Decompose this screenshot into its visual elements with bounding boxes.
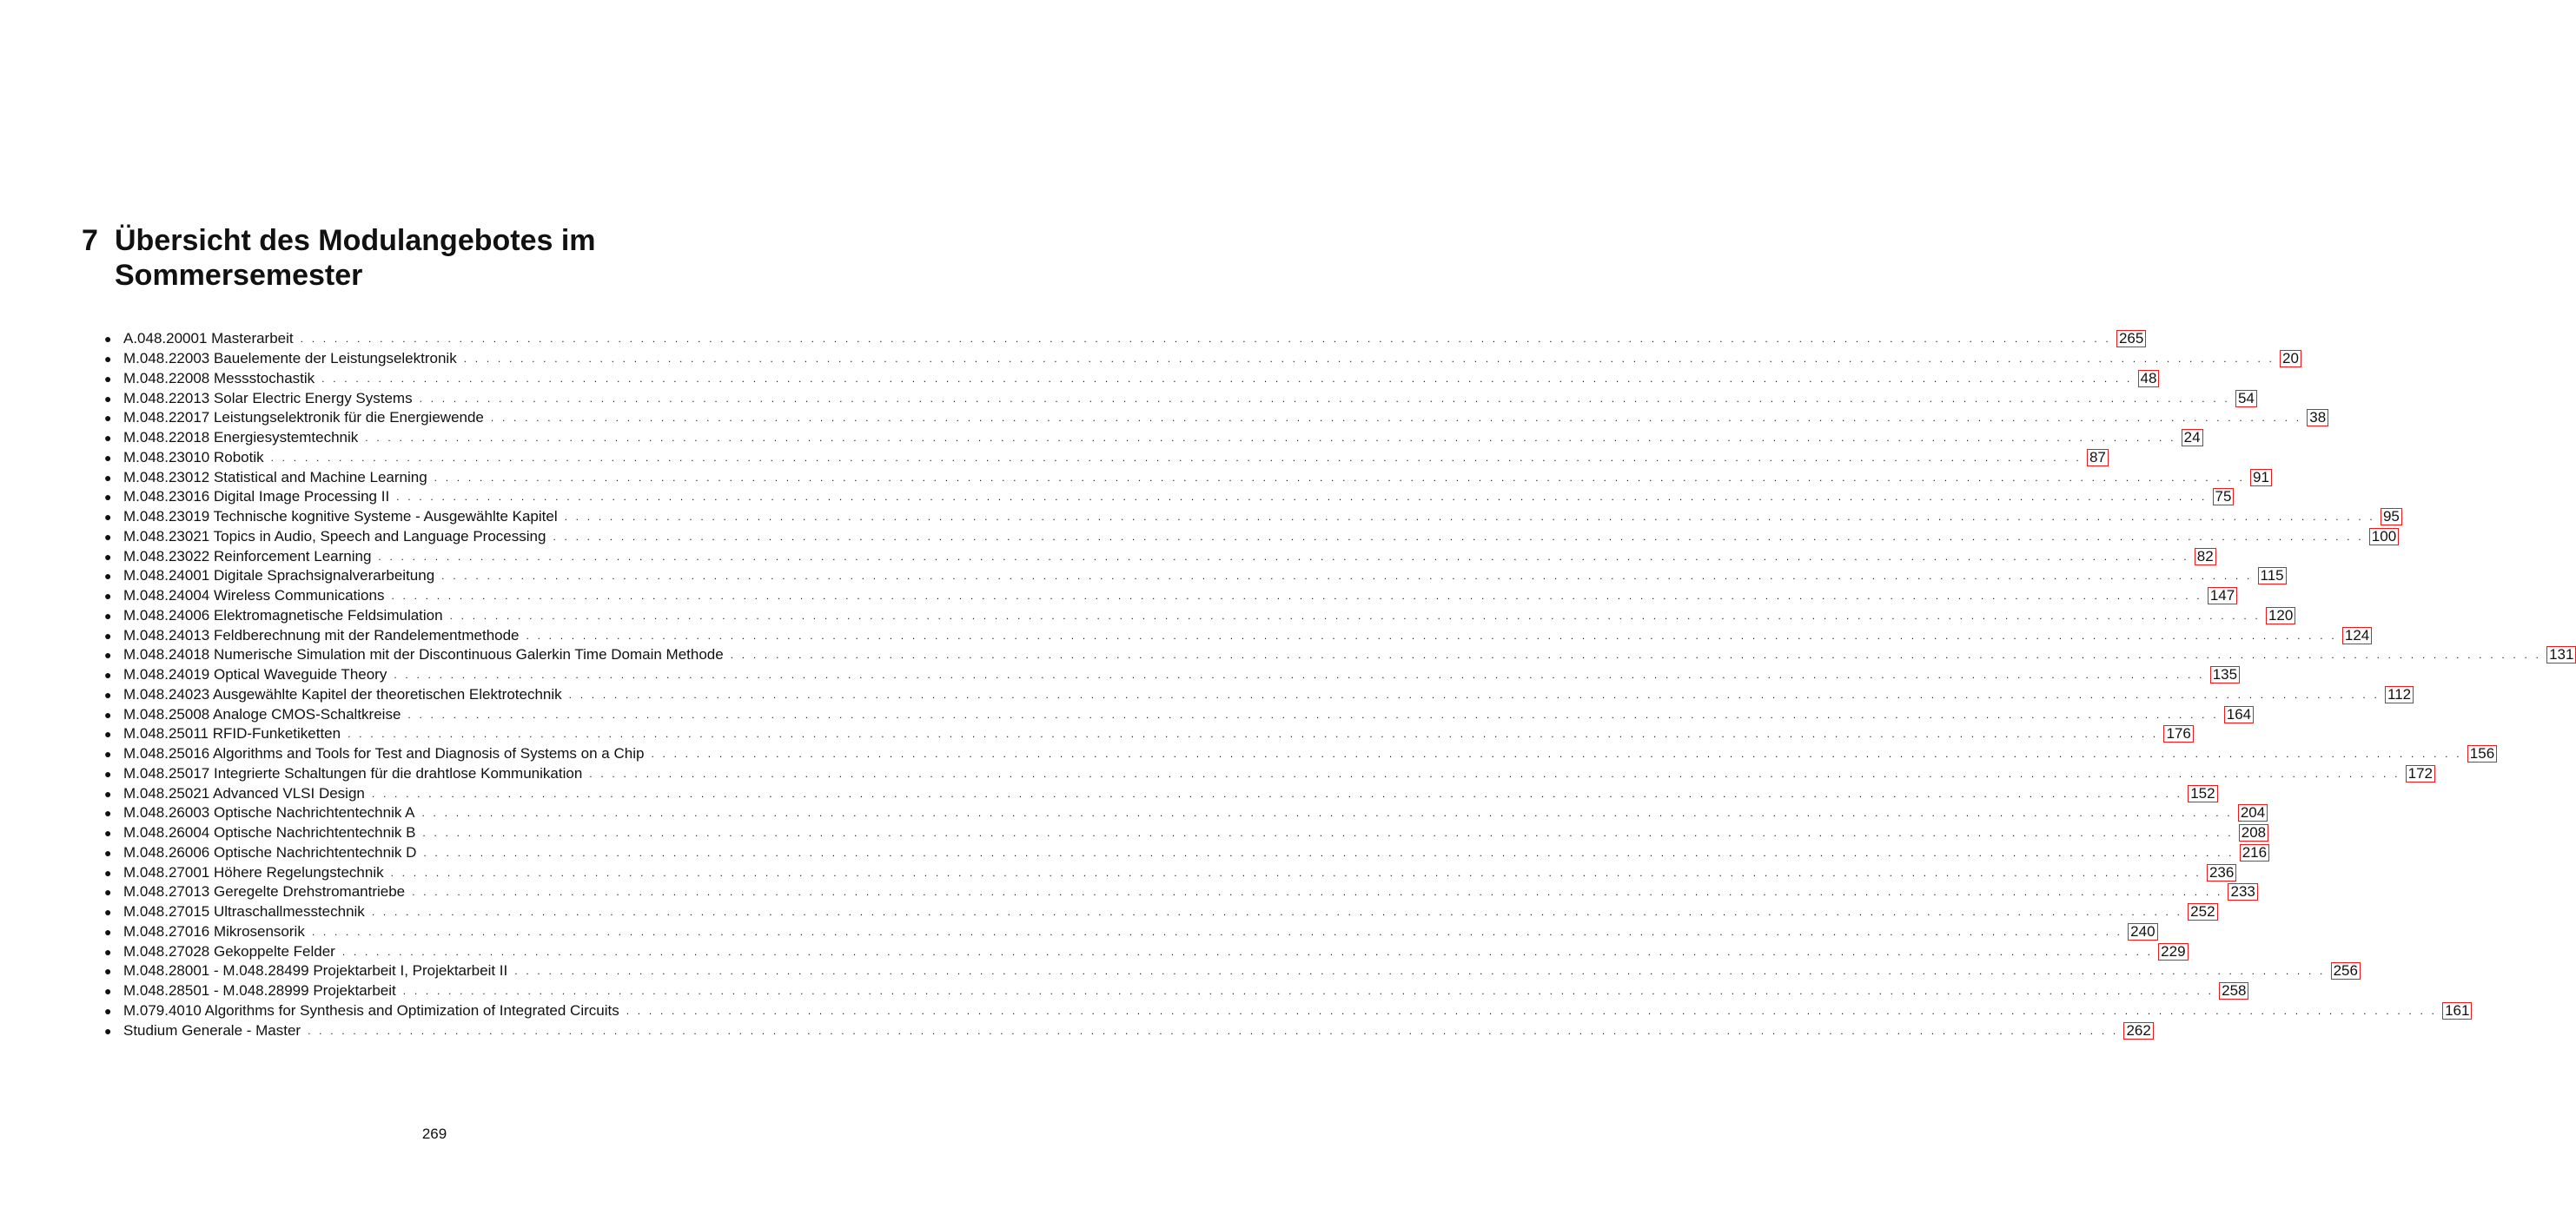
toc-entry xyxy=(104,1001,2470,1021)
toc-entry xyxy=(104,606,2294,626)
dot-leader: . . . . . . . . . . . . . . . . . . . . . . . . . . . . . . . . . . . . . . . . . . . . . . . . . . . . . . . . . . . . . . . . . . . . . . . . . . . . . . . . . . . . . . . . . . . . . . . . . . . . . . . . . . . . . . . . . . . . . . . . . . . . . . . . . . . . . . . . . . . . . . . . . . . . . . . . . . . . . . . . xyxy=(300,333,2111,346)
toc-page-link[interactable]: 95 xyxy=(2381,508,2402,525)
toc-page-link[interactable]: 115 xyxy=(2258,567,2287,584)
toc-entry-title: M.048.24006 Elektromagnetische Feldsimulation xyxy=(123,606,443,624)
toc-entry-title: M.048.24001 Digitale Sprachsignalverarbeitung xyxy=(123,567,435,584)
toc-entry xyxy=(104,586,2235,606)
toc-entry xyxy=(104,981,2247,1001)
toc-entry xyxy=(104,645,2574,665)
dot-leader: . . . . . . . . . . . . . . . . . . . . . . . . . . . . . . . . . . . . . . . . . . . . . . . . . . . . . . . . . . . . . . . . . . . . . . . . . . . . . . . . . . . . . . . . . . . . . . . . . . . . . . . . . . . . . . . . . . . . . . . . . . . . . . . . . . . . . . . . . . . . . . . . . . . . . . . . . . . . . . . . xyxy=(626,1004,2438,1017)
toc-page-link[interactable]: 112 xyxy=(2385,686,2414,703)
toc-page-link[interactable]: 75 xyxy=(2213,488,2235,505)
toc-entry-title: M.048.23016 Digital Image Processing II xyxy=(123,488,390,505)
toc-page-link[interactable]: 82 xyxy=(2195,548,2216,565)
toc-page-link[interactable]: 229 xyxy=(2158,943,2188,961)
toc-entry-title: M.048.25008 Analoge CMOS-Schaltkreise xyxy=(123,705,401,723)
toc-page-link[interactable]: 258 xyxy=(2219,982,2248,1000)
bullet-icon: ● xyxy=(104,431,112,446)
toc-entry-title: M.048.24023 Ausgewählte Kapitel der theoretischen Elektrotechnik xyxy=(123,685,562,703)
bullet-icon: ● xyxy=(104,529,112,544)
dot-leader: . . . . . . . . . . . . . . . . . . . . . . . . . . . . . . . . . . . . . . . . . . . . . . . . . . . . . . . . . . . . . . . . . . . . . . . . . . . . . . . . . . . . . . . . . . . . . . . . . . . . . . . . . . . . . . . . . . . . . . . . . . . . . . . . . . . . . . . . . . . . . . . . . . . . . . . . . . . . . . . . xyxy=(441,570,2253,583)
toc-entry-title: M.048.23010 Robotik xyxy=(123,448,264,465)
dot-leader: . . . . . . . . . . . . . . . . . . . . . . . . . . . . . . . . . . . . . . . . . . . . . . . . . . . . . . . . . . . . . . . . . . . . . . . . . . . . . . . . . . . . . . . . . . . . . . . . . . . . . . . . . . . . . . . . . . . . . . . . . . . . . . . . . . . . . . . . . . . . . . . . . . . . . . . . . . . . . . . . xyxy=(378,550,2189,563)
bullet-icon: ● xyxy=(104,549,112,564)
toc-entry xyxy=(104,685,2412,705)
bullet-icon: ● xyxy=(104,1003,112,1018)
toc-page-link[interactable]: 164 xyxy=(2224,706,2254,723)
dot-leader: . . . . . . . . . . . . . . . . . . . . . . . . . . . . . . . . . . . . . . . . . . . . . . . . . . . . . . . . . . . . . . . . . . . . . . . . . . . . . . . . . . . . . . . . . . . . . . . . . . . . . . . . . . . . . . . . . . . . . . . . . . . . . . . . . . . . . . . . . . . . . . . . . . . . . . . . . . . . . . . . xyxy=(394,669,2205,682)
toc-entry-title: A.048.20001 Masterarbeit xyxy=(123,330,294,347)
toc-entry-title: M.048.22003 Bauelemente der Leistungselektronik xyxy=(123,350,457,367)
page-number: 269 xyxy=(421,1126,447,1142)
toc-entry xyxy=(104,941,2186,961)
dot-leader: . . . . . . . . . . . . . . . . . . . . . . . . . . . . . . . . . . . . . . . . . . . . . . . . . . . . . . . . . . . . . . . . . . . . . . . . . . . . . . . . . . . . . . . . . . . . . . . . . . . . . . . . . . . . . . . . . . . . . . . . . . . . . . . . . . . . . . . . . . . . . . . . . . . . . . . . . . . . . . . . xyxy=(390,866,2202,879)
toc-page-link[interactable]: 54 xyxy=(2235,390,2257,407)
dot-leader: . . . . . . . . . . . . . . . . . . . . . . . . . . . . . . . . . . . . . . . . . . . . . . . . . . . . . . . . . . . . . . . . . . . . . . . . . . . . . . . . . . . . . . . . . . . . . . . . . . . . . . . . . . . . . . . . . . . . . . . . . . . . . . . . . . . . . . . . . . . . . . . . . . . . . . . . . . . . . . . . xyxy=(463,353,2275,366)
toc-entry xyxy=(104,527,2397,547)
bullet-icon: ● xyxy=(104,608,112,623)
toc-entry-title: M.048.26004 Optische Nachrichtentechnik B xyxy=(123,824,416,842)
toc-page-link[interactable]: 38 xyxy=(2307,409,2328,426)
toc-page-link[interactable]: 256 xyxy=(2331,962,2361,980)
bullet-icon: ● xyxy=(104,845,112,860)
dot-leader: . . . . . . . . . . . . . . . . . . . . . . . . . . . . . . . . . . . . . . . . . . . . . . . . . . . . . . . . . . . . . . . . . . . . . . . . . . . . . . . . . . . . . . . . . . . . . . . . . . . . . . . . . . . . . . . . . . . . . . . . . . . . . . . . . . . . . . . . . . . . . . . . . . . . . . . . . . . . . . . . xyxy=(449,609,2261,622)
toc-entry xyxy=(104,349,2299,369)
dot-leader: . . . . . . . . . . . . . . . . . . . . . . . . . . . . . . . . . . . . . . . . . . . . . . . . . . . . . . . . . . . . . . . . . . . . . . . . . . . . . . . . . . . . . . . . . . . . . . . . . . . . . . . . . . . . . . . . . . . . . . . . . . . . . . . . . . . . . . . . . . . . . . . . . . . . . . . . . . . . . . . . xyxy=(371,906,2183,919)
toc-entry xyxy=(104,704,2252,724)
toc-entry xyxy=(104,823,2267,843)
toc-entry xyxy=(104,882,2255,902)
bullet-icon: ● xyxy=(104,826,112,841)
bullet-icon: ● xyxy=(104,628,112,643)
toc-entry-title: M.048.22018 Energiesystemtechnik xyxy=(123,429,359,446)
toc-entry xyxy=(104,902,2215,922)
toc-page-link[interactable]: 48 xyxy=(2138,370,2160,387)
dot-leader: . . . . . . . . . . . . . . . . . . . . . . . . . . . . . . . . . . . . . . . . . . . . . . . . . . . . . . . . . . . . . . . . . . . . . . . . . . . . . . . . . . . . . . . . . . . . . . . . . . . . . . . . . . . . . . . . . . . . . . . . . . . . . . . . . . . . . . . . . . . . . . . . . . . . . . . . . . . . . . . . xyxy=(526,629,2337,642)
bullet-icon: ● xyxy=(104,747,112,762)
bullet-icon: ● xyxy=(104,332,112,347)
bullet-icon: ● xyxy=(104,352,112,366)
toc-entry xyxy=(104,783,2215,803)
toc-entry-title: M.048.25017 Integrierte Schaltungen für die drahtlose Kommunikation xyxy=(123,764,583,782)
toc-page-link[interactable]: 216 xyxy=(2240,844,2269,862)
dot-leader: . . . . . . . . . . . . . . . . . . . . . . . . . . . . . . . . . . . . . . . . . . . . . . . . . . . . . . . . . . . . . . . . . . . . . . . . . . . . . . . . . . . . . . . . . . . . . . . . . . . . . . . . . . . . . . . . . . . . . . . . . . . . . . . . . . . . . . . . . . . . . . . . . . . . . . . . . . . . . . . . xyxy=(308,1024,2119,1037)
dot-leader: . . . . . . . . . . . . . . . . . . . . . . . . . . . . . . . . . . . . . . . . . . . . . . . . . . . . . . . . . . . . . . . . . . . . . . . . . . . . . . . . . . . . . . . . . . . . . . . . . . . . . . . . . . . . . . . . . . . . . . . . . . . . . . . . . . . . . . . . . . . . . . . . . . . . . . . . . . . . . . . . xyxy=(311,925,2123,938)
toc-entry xyxy=(104,764,2433,784)
toc-page-link[interactable]: 135 xyxy=(2210,666,2240,683)
chapter-title: Übersicht des Modulangebotes im Sommersemester xyxy=(115,224,596,292)
toc-entry xyxy=(104,369,2157,389)
toc-page-link[interactable]: 208 xyxy=(2239,824,2268,842)
toc-page-link[interactable]: 120 xyxy=(2266,607,2295,624)
toc-entry xyxy=(104,388,2255,408)
toc-entry-title: M.048.24018 Numerische Simulation mit der Discontinuous Galerkin Time Domain Methode xyxy=(123,646,724,664)
dot-leader: . . . . . . . . . . . . . . . . . . . . . . . . . . . . . . . . . . . . . . . . . . . . . . . . . . . . . . . . . . . . . . . . . . . . . . . . . . . . . . . . . . . . . . . . . . . . . . . . . . . . . . . . . . . . . . . . . . . . . . . . . . . . . . . . . . . . . . . . . . . . . . . . . . . . . . . . . . . . . . . . xyxy=(421,807,2233,820)
dot-leader: . . . . . . . . . . . . . . . . . . . . . . . . . . . . . . . . . . . . . . . . . . . . . . . . . . . . . . . . . . . . . . . . . . . . . . . . . . . . . . . . . . . . . . . . . . . . . . . . . . . . . . . . . . . . . . . . . . . . . . . . . . . . . . . . . . . . . . . . . . . . . . . . . . . . . . . . . . . . . . . . xyxy=(396,491,2208,504)
dot-leader: . . . . . . . . . . . . . . . . . . . . . . . . . . . . . . . . . . . . . . . . . . . . . . . . . . . . . . . . . . . . . . . . . . . . . . . . . . . . . . . . . . . . . . . . . . . . . . . . . . . . . . . . . . . . . . . . . . . . . . . . . . . . . . . . . . . . . . . . . . . . . . . . . . . . . . . . . . . . . . . . xyxy=(412,886,2223,899)
dot-leader: . . . . . . . . . . . . . . . . . . . . . . . . . . . . . . . . . . . . . . . . . . . . . . . . . . . . . . . . . . . . . . . . . . . . . . . . . . . . . . . . . . . . . . . . . . . . . . . . . . . . . . . . . . . . . . . . . . . . . . . . . . . . . . . . . . . . . . . . . . . . . . . . . . . . . . . . . . . . . . . . xyxy=(730,649,2542,662)
toc-entry xyxy=(104,329,2144,349)
toc-page-link[interactable]: 100 xyxy=(2369,528,2399,545)
toc-entry-title: M.048.24013 Feldberechnung mit der Randelementmethode xyxy=(123,626,520,644)
toc-entry xyxy=(104,428,2201,448)
toc-page-link[interactable]: 87 xyxy=(2087,449,2109,466)
toc-entry-title: M.048.23021 Topics in Audio, Speech and Language Processing xyxy=(123,527,546,545)
toc-entry xyxy=(104,1020,2151,1040)
dot-leader: . . . . . . . . . . . . . . . . . . . . . . . . . . . . . . . . . . . . . . . . . . . . . . . . . . . . . . . . . . . . . . . . . . . . . . . . . . . . . . . . . . . . . . . . . . . . . . . . . . . . . . . . . . . . . . . . . . . . . . . . . . . . . . . . . . . . . . . . . . . . . . . . . . . . . . . . . . . . . . . . xyxy=(589,767,2401,780)
bullet-icon: ● xyxy=(104,450,112,465)
toc-page-link[interactable]: 91 xyxy=(2250,469,2272,486)
toc-entry-title: M.048.28501 - M.048.28999 Projektarbeit xyxy=(123,982,396,1000)
bullet-icon: ● xyxy=(104,865,112,880)
toc-entry xyxy=(104,862,2235,882)
bullet-icon: ● xyxy=(104,727,112,742)
toc-entry-title: M.048.23012 Statistical and Machine Learning xyxy=(123,468,427,485)
toc-page-link[interactable]: 252 xyxy=(2188,903,2217,921)
dot-leader: . . . . . . . . . . . . . . . . . . . . . . . . . . . . . . . . . . . . . . . . . . . . . . . . . . . . . . . . . . . . . . . . . . . . . . . . . . . . . . . . . . . . . . . . . . . . . . . . . . . . . . . . . . . . . . . . . . . . . . . . . . . . . . . . . . . . . . . . . . . . . . . . . . . . . . . . . . . . . . . . xyxy=(348,728,2159,741)
dot-leader: . . . . . . . . . . . . . . . . . . . . . . . . . . . . . . . . . . . . . . . . . . . . . . . . . . . . . . . . . . . . . . . . . . . . . . . . . . . . . . . . . . . . . . . . . . . . . . . . . . . . . . . . . . . . . . . . . . . . . . . . . . . . . . . . . . . . . . . . . . . . . . . . . . . . . . . . . . . . . . . . xyxy=(365,432,2176,445)
toc-entry-title: M.048.26006 Optische Nachrichtentechnik D xyxy=(123,843,417,861)
toc-entry-title: M.048.25021 Advanced VLSI Design xyxy=(123,784,365,802)
toc-entry-title: M.048.22008 Messstochastik xyxy=(123,369,315,386)
toc-entry-title: M.048.27001 Höhere Regelungstechnik xyxy=(123,863,384,881)
dot-leader: . . . . . . . . . . . . . . . . . . . . . . . . . . . . . . . . . . . . . . . . . . . . . . . . . . . . . . . . . . . . . . . . . . . . . . . . . . . . . . . . . . . . . . . . . . . . . . . . . . . . . . . . . . . . . . . . . . . . . . . . . . . . . . . . . . . . . . . . . . . . . . . . . . . . . . . . . . . . . . . . xyxy=(422,827,2234,840)
bullet-icon: ● xyxy=(104,707,112,722)
toc-page-link[interactable]: 240 xyxy=(2128,923,2157,941)
toc-page-link[interactable]: 147 xyxy=(2208,587,2237,604)
dot-leader: . . . . . . . . . . . . . . . . . . . . . . . . . . . . . . . . . . . . . . . . . . . . . . . . . . . . . . . . . . . . . . . . . . . . . . . . . . . . . . . . . . . . . . . . . . . . . . . . . . . . . . . . . . . . . . . . . . . . . . . . . . . . . . . . . . . . . . . . . . . . . . . . . . . . . . . . . . . . . . . . xyxy=(391,590,2202,603)
chapter-number: 7 xyxy=(82,224,98,257)
bullet-icon: ● xyxy=(104,589,112,604)
bullet-icon: ● xyxy=(104,391,112,406)
bullet-icon: ● xyxy=(104,490,112,505)
bullet-icon: ● xyxy=(104,964,112,979)
dot-leader: . . . . . . . . . . . . . . . . . . . . . . . . . . . . . . . . . . . . . . . . . . . . . . . . . . . . . . . . . . . . . . . . . . . . . . . . . . . . . . . . . . . . . . . . . . . . . . . . . . . . . . . . . . . . . . . . . . . . . . . . . . . . . . . . . . . . . . . . . . . . . . . . . . . . . . . . . . . . . . . . xyxy=(553,530,2364,543)
dot-leader: . . . . . . . . . . . . . . . . . . . . . . . . . . . . . . . . . . . . . . . . . . . . . . . . . . . . . . . . . . . . . . . . . . . . . . . . . . . . . . . . . . . . . . . . . . . . . . . . . . . . . . . . . . . . . . . . . . . . . . . . . . . . . . . . . . . . . . . . . . . . . . . . . . . . . . . . . . . . . . . . xyxy=(568,688,2380,701)
bullet-icon: ● xyxy=(104,984,112,999)
toc-entry xyxy=(104,843,2268,863)
dot-leader: . . . . . . . . . . . . . . . . . . . . . . . . . . . . . . . . . . . . . . . . . . . . . . . . . . . . . . . . . . . . . . . . . . . . . . . . . . . . . . . . . . . . . . . . . . . . . . . . . . . . . . . . . . . . . . . . . . . . . . . . . . . . . . . . . . . . . . . . . . . . . . . . . . . . . . . . . . . . . . . . xyxy=(407,708,2219,721)
toc-entry xyxy=(104,546,2214,566)
dot-leader: . . . . . . . . . . . . . . . . . . . . . . . . . . . . . . . . . . . . . . . . . . . . . . . . . . . . . . . . . . . . . . . . . . . . . . . . . . . . . . . . . . . . . . . . . . . . . . . . . . . . . . . . . . . . . . . . . . . . . . . . . . . . . . . . . . . . . . . . . . . . . . . . . . . . . . . . . . . . . . . . xyxy=(321,372,2133,385)
bullet-icon: ● xyxy=(104,411,112,426)
dot-leader: . . . . . . . . . . . . . . . . . . . . . . . . . . . . . . . . . . . . . . . . . . . . . . . . . . . . . . . . . . . . . . . . . . . . . . . . . . . . . . . . . . . . . . . . . . . . . . . . . . . . . . . . . . . . . . . . . . . . . . . . . . . . . . . . . . . . . . . . . . . . . . . . . . . . . . . . . . . . . . . . xyxy=(490,412,2302,425)
toc-page-link[interactable]: 152 xyxy=(2188,785,2217,802)
toc-page-link[interactable]: 161 xyxy=(2442,1002,2472,1020)
toc-entry-title: M.048.23022 Reinforcement Learning xyxy=(123,547,372,564)
toc-page-link[interactable]: 204 xyxy=(2238,804,2268,822)
bullet-icon: ● xyxy=(104,371,112,386)
toc-entry-title: M.079.4010 Algorithms for Synthesis and Optimization of Integrated Circuits xyxy=(123,1001,619,1019)
dot-leader: . . . . . . . . . . . . . . . . . . . . . . . . . . . . . . . . . . . . . . . . . . . . . . . . . . . . . . . . . . . . . . . . . . . . . . . . . . . . . . . . . . . . . . . . . . . . . . . . . . . . . . . . . . . . . . . . . . . . . . . . . . . . . . . . . . . . . . . . . . . . . . . . . . . . . . . . . . . . . . . . xyxy=(423,846,2235,859)
dot-leader: . . . . . . . . . . . . . . . . . . . . . . . . . . . . . . . . . . . . . . . . . . . . . . . . . . . . . . . . . . . . . . . . . . . . . . . . . . . . . . . . . . . . . . . . . . . . . . . . . . . . . . . . . . . . . . . . . . . . . . . . . . . . . . . . . . . . . . . . . . . . . . . . . . . . . . . . . . . . . . . . xyxy=(651,748,2462,761)
toc-entry-title: M.048.24004 Wireless Communications xyxy=(123,587,385,604)
toc-entry-title: M.048.26003 Optische Nachrichtentechnik A xyxy=(123,804,415,822)
toc-entry xyxy=(104,507,2400,527)
module-list xyxy=(104,329,2574,1040)
toc-entry-title: M.048.27016 Mikrosensorik xyxy=(123,922,305,940)
toc-page-link[interactable]: 265 xyxy=(2116,330,2146,347)
bullet-icon: ● xyxy=(104,569,112,584)
toc-entry xyxy=(104,467,2269,487)
toc-page-link[interactable]: 172 xyxy=(2406,765,2435,782)
toc-entry-title: M.048.27015 Ultraschallmesstechnik xyxy=(123,903,365,921)
bullet-icon: ● xyxy=(104,470,112,485)
toc-entry-title: M.048.28001 - M.048.28499 Projektarbeit I, Projektarbeit II xyxy=(123,962,508,980)
dot-leader: . . . . . . . . . . . . . . . . . . . . . . . . . . . . . . . . . . . . . . . . . . . . . . . . . . . . . . . . . . . . . . . . . . . . . . . . . . . . . . . . . . . . . . . . . . . . . . . . . . . . . . . . . . . . . . . . . . . . . . . . . . . . . . . . . . . . . . . . . . . . . . . . . . . . . . . . . . . . . . . . xyxy=(402,985,2215,998)
toc-page-link[interactable]: 262 xyxy=(2123,1022,2153,1040)
toc-entry-title: Studium Generale - Master xyxy=(123,1021,301,1039)
toc-entry xyxy=(104,408,2327,428)
dot-leader: . . . . . . . . . . . . . . . . . . . . . . . . . . . . . . . . . . . . . . . . . . . . . . . . . . . . . . . . . . . . . . . . . . . . . . . . . . . . . . . . . . . . . . . . . . . . . . . . . . . . . . . . . . . . . . . . . . . . . . . . . . . . . . . . . . . . . . . . . . . . . . . . . . . . . . . . . . . . . . . . xyxy=(564,511,2375,524)
toc-page-link[interactable]: 156 xyxy=(2467,745,2497,763)
toc-page-link[interactable]: 233 xyxy=(2228,883,2257,901)
toc-entry-title: M.048.27028 Gekoppelte Felder xyxy=(123,942,335,960)
bullet-icon: ● xyxy=(104,1023,112,1038)
dot-leader: . . . . . . . . . . . . . . . . . . . . . . . . . . . . . . . . . . . . . . . . . . . . . . . . . . . . . . . . . . . . . . . . . . . . . . . . . . . . . . . . . . . . . . . . . . . . . . . . . . . . . . . . . . . . . . . . . . . . . . . . . . . . . . . . . . . . . . . . . . . . . . . . . . . . . . . . . . . . . . . . xyxy=(514,965,2326,978)
toc-page-link[interactable]: 176 xyxy=(2163,725,2193,743)
toc-page-link[interactable]: 20 xyxy=(2280,350,2301,367)
bullet-icon: ● xyxy=(104,668,112,683)
toc-entry-title: M.048.23019 Technische kognitive Systeme - Ausgewählte Kapitel xyxy=(123,508,558,525)
toc-entry xyxy=(104,724,2191,744)
toc-entry-title: M.048.25011 RFID-Funketiketten xyxy=(123,725,341,743)
bullet-icon: ● xyxy=(104,905,112,920)
bullet-icon: ● xyxy=(104,648,112,663)
bullet-icon: ● xyxy=(104,885,112,900)
toc-entry-title: M.048.25016 Algorithms and Tools for Test and Diagnosis of Systems on a Chip xyxy=(123,745,645,763)
toc-page-link[interactable]: 124 xyxy=(2342,627,2372,644)
dot-leader: . . . . . . . . . . . . . . . . . . . . . . . . . . . . . . . . . . . . . . . . . . . . . . . . . . . . . . . . . . . . . . . . . . . . . . . . . . . . . . . . . . . . . . . . . . . . . . . . . . . . . . . . . . . . . . . . . . . . . . . . . . . . . . . . . . . . . . . . . . . . . . . . . . . . . . . . . . . . . . . . xyxy=(419,392,2230,405)
toc-entry-title: M.048.22013 Solar Electric Energy Systems xyxy=(123,389,413,406)
toc-entry xyxy=(104,566,2284,586)
toc-entry xyxy=(104,961,2358,981)
toc-entry xyxy=(104,744,2495,764)
bullet-icon: ● xyxy=(104,687,112,702)
dot-leader: . . . . . . . . . . . . . . . . . . . . . . . . . . . . . . . . . . . . . . . . . . . . . . . . . . . . . . . . . . . . . . . . . . . . . . . . . . . . . . . . . . . . . . . . . . . . . . . . . . . . . . . . . . . . . . . . . . . . . . . . . . . . . . . . . . . . . . . . . . . . . . . . . . . . . . . . . . . . . . . . xyxy=(371,787,2183,800)
dot-leader: . . . . . . . . . . . . . . . . . . . . . . . . . . . . . . . . . . . . . . . . . . . . . . . . . . . . . . . . . . . . . . . . . . . . . . . . . . . . . . . . . . . . . . . . . . . . . . . . . . . . . . . . . . . . . . . . . . . . . . . . . . . . . . . . . . . . . . . . . . . . . . . . . . . . . . . . . . . . . . . . xyxy=(434,471,2246,484)
toc-entry xyxy=(104,922,2155,942)
bullet-icon: ● xyxy=(104,924,112,939)
toc-page-link[interactable]: 131 xyxy=(2546,646,2576,664)
bullet-icon: ● xyxy=(104,766,112,781)
bullet-icon: ● xyxy=(104,944,112,959)
dot-leader: . . . . . . . . . . . . . . . . . . . . . . . . . . . . . . . . . . . . . . . . . . . . . . . . . . . . . . . . . . . . . . . . . . . . . . . . . . . . . . . . . . . . . . . . . . . . . . . . . . . . . . . . . . . . . . . . . . . . . . . . . . . . . . . . . . . . . . . . . . . . . . . . . . . . . . . . . . . . . . . . xyxy=(270,451,2082,464)
dot-leader: . . . . . . . . . . . . . . . . . . . . . . . . . . . . . . . . . . . . . . . . . . . . . . . . . . . . . . . . . . . . . . . . . . . . . . . . . . . . . . . . . . . . . . . . . . . . . . . . . . . . . . . . . . . . . . . . . . . . . . . . . . . . . . . . . . . . . . . . . . . . . . . . . . . . . . . . . . . . . . . . xyxy=(341,945,2154,958)
bullet-icon: ● xyxy=(104,510,112,525)
toc-entry-title: M.048.27013 Geregelte Drehstromantriebe xyxy=(123,883,406,901)
toc-entry xyxy=(104,487,2232,507)
toc-page-link[interactable]: 24 xyxy=(2182,429,2203,446)
toc-entry-title: M.048.24019 Optical Waveguide Theory xyxy=(123,666,387,683)
bullet-icon: ● xyxy=(104,786,112,801)
toc-entry xyxy=(104,803,2266,823)
bullet-icon: ● xyxy=(104,806,112,821)
toc-entry xyxy=(104,665,2238,685)
toc-entry xyxy=(104,625,2370,645)
toc-page-link[interactable]: 236 xyxy=(2207,864,2236,881)
chapter-heading xyxy=(82,223,794,293)
toc-entry xyxy=(104,448,2106,468)
toc-entry-title: M.048.22017 Leistungselektronik für die Energiewende xyxy=(123,409,484,426)
